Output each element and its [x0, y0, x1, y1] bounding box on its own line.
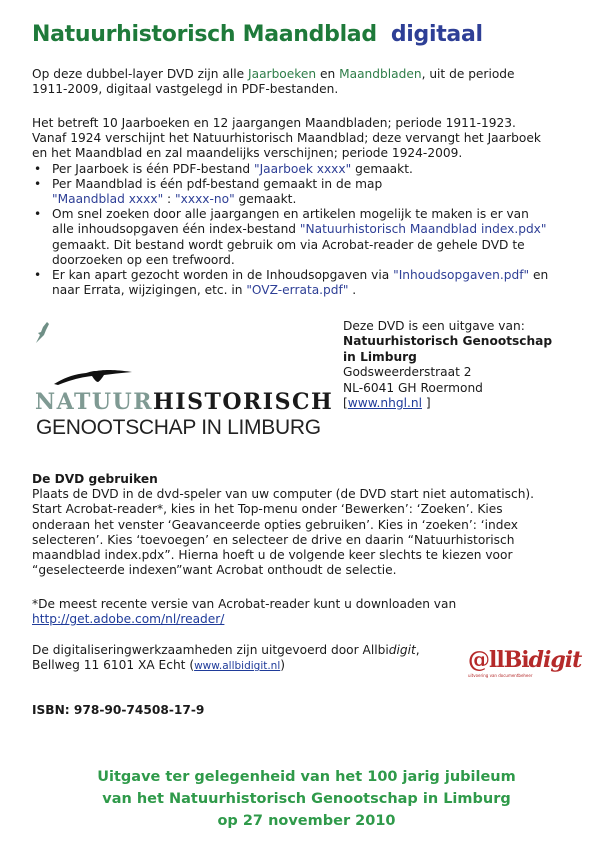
usage-line: onderaan het venster ‘Geavanceerde opties gebruiken’. Kies in ‘zoeken’: ‘index: [32, 517, 518, 532]
page-title: [32, 22, 483, 47]
intro-text: Op deze dubbel-layer DVD zijn alle: [32, 67, 249, 81]
logo-text: @llBi: [468, 647, 529, 673]
item-text: Er kan apart gezocht worden in de Inhoudsopgaven via: [52, 268, 394, 283]
item-text: gemaakt.: [234, 192, 297, 207]
item-text: :: [163, 192, 176, 207]
footer-line: Uitgave ter gelegenheid van het 100 jarig jubileum: [97, 769, 516, 785]
adobe-reader-link[interactable]: http://get.adobe.com/nl/reader/: [32, 612, 225, 627]
jaarboeken-term: Jaarboeken: [248, 67, 317, 81]
publisher-address: [343, 319, 552, 411]
title-accent: digitaal: [390, 22, 483, 47]
nhgl-website-link[interactable]: www.nhgl.nl: [347, 396, 422, 411]
file-list: [32, 162, 548, 299]
item-text: gemaakt.: [351, 161, 413, 176]
file-name: "Jaarboek xxxx": [253, 161, 352, 176]
usage-line: maandblad index.pdx”. Hierna hoeft u de volgende keer slechts te kiezen voor: [32, 548, 513, 563]
list-item: [32, 162, 548, 177]
intro-line: 1911-2009, digitaal vastgelegd in PDF-bestanden.: [32, 82, 339, 97]
publisher-name: in Limburg: [343, 349, 417, 364]
usage-line: Plaats de DVD in de dvd-speler van uw computer (de DVD start niet automatisch).: [32, 487, 535, 502]
acrobat-note: [32, 597, 456, 627]
item-text: naar Errata, wijzigingen, etc. in: [52, 283, 247, 298]
file-name: "Inhoudsopgaven.pdf": [393, 268, 530, 283]
file-name: "Natuurhistorisch Maandblad index.pdx": [299, 222, 547, 237]
content-line: en het Maandblad en zal maandelijks verschijnen; periode 1924-2009.: [32, 146, 463, 161]
publisher-city: NL-6041 GH Roermond: [343, 380, 483, 395]
footer-line: van het Natuurhistorisch Genootschap in Limburg: [102, 791, 511, 807]
flying-bird-icon: [52, 366, 134, 388]
item-text: alle inhoudsopgaven één index-bestand: [52, 222, 300, 237]
acrobat-note-text: *De meest recente versie van Acrobat-reader kunt u downloaden van: [32, 597, 457, 611]
digitizer-credit: [32, 643, 420, 674]
usage-line: selecteren’. Kies ‘toevoegen’ en selecteer de drive en daarin “Natuurhistorisch: [32, 532, 515, 547]
bracket: ]: [421, 396, 431, 411]
usage-line: “geselecteerde indexen”want Acrobat onthoudt de selectie.: [32, 563, 397, 578]
content-paragraph: [32, 116, 548, 298]
item-text: en: [529, 268, 549, 283]
item-text: • Om snel zoeken door alle jaargangen en artikelen mogelijk te maken is er van: [52, 207, 529, 222]
usage-section: [32, 472, 534, 578]
usage-line: Start Acrobat-reader*, kies in het Top-menu onder ‘Bewerken’: ‘Zoeken’. Kies: [32, 502, 503, 517]
intro-text: en: [316, 67, 340, 81]
credit-text: De digitaliseringwerkzaamheden zijn uitgevoerd door Allbi: [32, 643, 389, 657]
intro-text: , uit de periode: [421, 67, 515, 81]
footer-line: op 27 november 2010: [217, 813, 396, 829]
item-text: doorzoeken op een trefwoord.: [52, 252, 235, 267]
content-line: Het betreft 10 Jaarboeken en 12 jaargangen Maandbladen; periode 1911-1923.: [32, 116, 516, 130]
intro-paragraph: [32, 67, 515, 97]
publisher-name: Natuurhistorisch Genootschap: [343, 334, 553, 349]
file-name: "Maandblad xxxx": [52, 192, 164, 207]
isbn: ISBN: 978-90-74508-17-9: [32, 703, 205, 717]
item-text: • Per Maandblad is één pdf-bestand gemaakt in de map: [52, 176, 383, 191]
allbidigit-website-link[interactable]: www.allbidigit.nl: [194, 660, 281, 673]
logo-text-italic: digit: [528, 647, 582, 673]
logo-tagline: uitvoering van documentbeheer: [468, 673, 533, 678]
publisher-street: Godsweerderstraat 2: [343, 365, 472, 380]
credit-text: ): [280, 658, 286, 673]
anniversary-footer: [0, 766, 613, 832]
logo-text-dark: HISTORISCH: [153, 389, 334, 415]
item-text: Per Jaarboek is één PDF-bestand: [52, 161, 254, 176]
item-text: .: [348, 283, 357, 298]
bird-mark-icon: [33, 321, 51, 345]
content-line: Vanaf 1924 verschijnt het Natuurhistorisch Maandblad; deze vervangt het Jaarboek: [32, 131, 541, 146]
credit-text-italic: digit: [388, 643, 416, 657]
list-item: [32, 268, 548, 298]
file-name: "xxxx-no": [175, 192, 235, 207]
maandbladen-term: Maandbladen: [339, 67, 422, 81]
list-item: [32, 207, 548, 268]
logo-text-light: NATUUR: [35, 389, 154, 415]
nhgl-logo-subtitle: GENOOTSCHAP IN LIMBURG: [36, 416, 321, 439]
nhgl-logo-wordmark: [35, 389, 333, 415]
publisher-intro: Deze DVD is een uitgave van:: [343, 319, 525, 333]
usage-heading: De DVD gebruiken: [32, 472, 158, 486]
credit-text: Bellweg 11 6101 XA Echt (: [32, 658, 195, 673]
credit-text: ,: [415, 643, 420, 657]
file-name: "OVZ-errata.pdf": [246, 283, 349, 298]
allbidigit-logo: [468, 648, 580, 684]
title-main: Natuurhistorisch Maandblad: [32, 22, 377, 47]
item-text: gemaakt. Dit bestand wordt gebruik om via Acrobat-reader de gehele DVD te: [52, 237, 525, 252]
list-item: [32, 177, 548, 207]
bracket: [: [343, 396, 348, 411]
